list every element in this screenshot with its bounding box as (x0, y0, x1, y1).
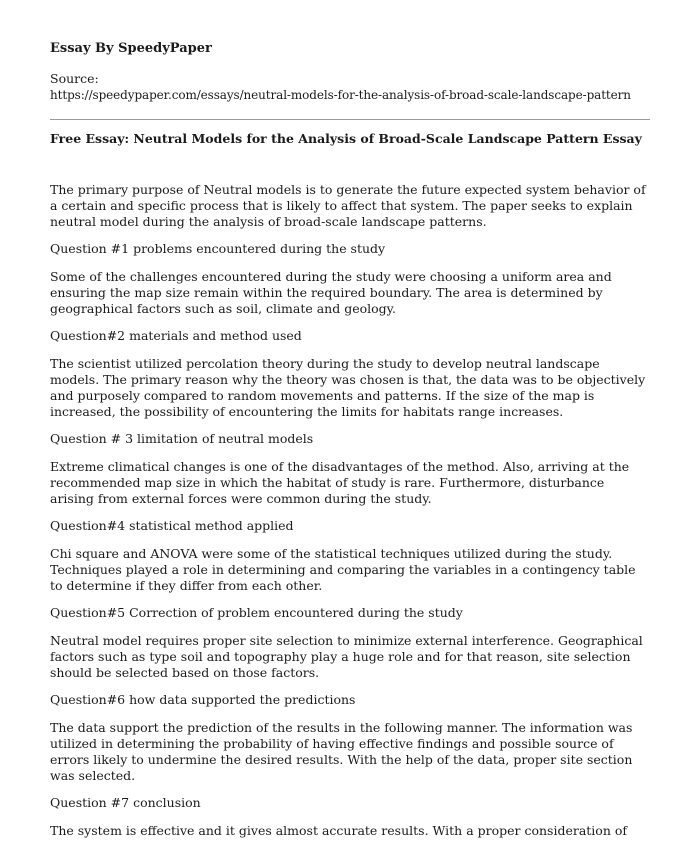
essay-title: Free Essay: Neutral Models for the Analysis of Broad-Scale Landscape Pattern Essay (50, 131, 642, 146)
section-heading-3: Question # 3 limitation of neutral models (50, 431, 314, 446)
brand-heading: Essay By SpeedyPaper (50, 41, 212, 56)
section-body-7: The system is effective and it gives almost accurate results. With a proper consideration of (50, 823, 628, 838)
section-heading-5: Question#5 Correction of problem encountered during the study (50, 605, 463, 620)
section-body-1: Some of the challenges encountered during the study were choosing a uniform area and ensuring the map size remain within the required boundary. The area is determined by geographical factors such as soil, climate and geology. (50, 269, 612, 316)
section-body-5: Neutral model requires proper site selection to minimize external interference. Geographical factors such as type soil and topography play a huge role and for that reason, site selection should be selected based on those factors. (50, 633, 643, 680)
intro-paragraph: The primary purpose of Neutral models is to generate the future expected system behavior of a certain and specific process that is likely to affect that system. The paper seeks to explain neutral model during the analysis of broad-scale landscape patterns. (50, 182, 646, 229)
source-label: Source: (50, 71, 99, 86)
section-heading-1: Question #1 problems encountered during the study (50, 241, 386, 256)
section-heading-6: Question#6 how data supported the predictions (50, 692, 356, 707)
section-body-6: The data support the prediction of the results in the following manner. The information was utilized in determining the probability of having effective findings and possible source of errors likely to undermine the desired results. With the help of the data, proper site section was selected. (50, 720, 633, 783)
divider (50, 119, 650, 120)
source-url[interactable]: https://speedypaper.com/essays/neutral-models-for-the-analysis-of-broad-scale-landscape-pattern (50, 88, 631, 102)
section-heading-7: Question #7 conclusion (50, 795, 201, 810)
section-body-2: The scientist utilized percolation theory during the study to develop neutral landscape models. The primary reason why the theory was chosen is that, the data was to be objectively and purposely compared to random movements and patterns. If the size of the map is increased, the possibility of encountering the limits for habitats range increases. (50, 356, 646, 419)
section-body-3: Extreme climatical changes is one of the disadvantages of the method. Also, arriving at the recommended map size in which the habitat of study is rare. Furthermore, disturbance arising from external forces were common during the study. (50, 459, 630, 506)
document-page (50, 40, 650, 850)
section-heading-4: Question#4 statistical method applied (50, 518, 294, 533)
section-body-4: Chi square and ANOVA were some of the statistical techniques utilized during the study. Techniques played a role in determining and comparing the variables in a contingency table to determine if they differ from each other. (50, 546, 636, 593)
section-heading-2: Question#2 materials and method used (50, 328, 302, 343)
